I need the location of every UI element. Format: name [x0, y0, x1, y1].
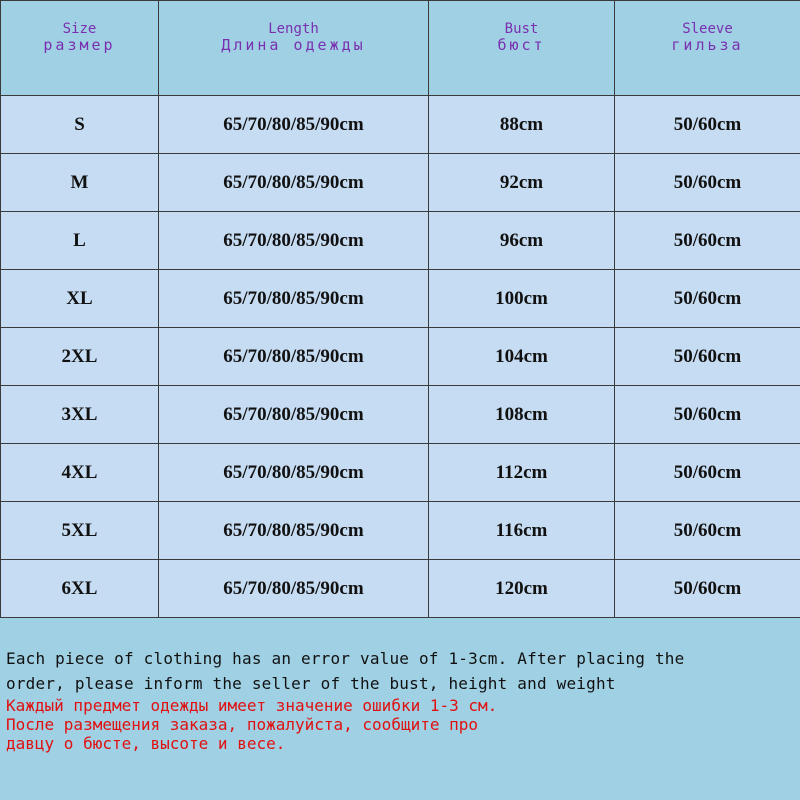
header-length-ru: Длина одежды: [221, 36, 366, 54]
bust-cell: 88cm: [429, 96, 615, 154]
table-row: [1, 386, 800, 444]
header-size-ru: размер: [43, 36, 116, 54]
header-row: [1, 1, 800, 96]
length-cell: 65/70/80/85/90cm: [159, 212, 429, 270]
size-cell: 2XL: [1, 328, 159, 386]
bust-cell: 92cm: [429, 154, 615, 212]
size-cell: 6XL: [1, 560, 159, 618]
length-cell: 65/70/80/85/90cm: [159, 154, 429, 212]
note-en-line-1: Each piece of clothing has an error value of 1-3cm. After placing the: [6, 649, 685, 668]
size-cell: S: [1, 96, 159, 154]
header-sleeve: [615, 1, 800, 96]
note-ru-line-2: После размещения заказа, пожалуйста, сообщите про: [6, 715, 479, 734]
header-size: [1, 1, 159, 96]
bust-cell: 96cm: [429, 212, 615, 270]
length-cell: 65/70/80/85/90cm: [159, 386, 429, 444]
sleeve-cell: 50/60cm: [615, 270, 800, 328]
sleeve-cell: 50/60cm: [615, 386, 800, 444]
header-length: [159, 1, 429, 96]
bust-cell: 116cm: [429, 502, 615, 560]
note-en-line-2: order, please inform the seller of the bust, height and weight: [6, 674, 616, 693]
note-ru-line-1: Каждый предмет одежды имеет значение ошибки 1-3 см.: [6, 696, 498, 715]
sleeve-cell: 50/60cm: [615, 96, 800, 154]
bust-cell: 100cm: [429, 270, 615, 328]
length-cell: 65/70/80/85/90cm: [159, 502, 429, 560]
length-cell: 65/70/80/85/90cm: [159, 328, 429, 386]
bust-cell: 108cm: [429, 386, 615, 444]
bust-cell: 112cm: [429, 444, 615, 502]
length-cell: 65/70/80/85/90cm: [159, 444, 429, 502]
size-cell: 4XL: [1, 444, 159, 502]
table-row: [1, 444, 800, 502]
header-bust-ru: бюст: [497, 36, 546, 54]
sleeve-cell: 50/60cm: [615, 154, 800, 212]
size-cell: L: [1, 212, 159, 270]
sleeve-cell: 50/60cm: [615, 212, 800, 270]
bust-cell: 104cm: [429, 328, 615, 386]
table-row: [1, 96, 800, 154]
header-sleeve-ru: гильза: [671, 36, 744, 54]
table-row: [1, 270, 800, 328]
size-cell: XL: [1, 270, 159, 328]
bust-cell: 120cm: [429, 560, 615, 618]
table-row: [1, 212, 800, 270]
length-cell: 65/70/80/85/90cm: [159, 560, 429, 618]
size-cell: 5XL: [1, 502, 159, 560]
sleeve-cell: 50/60cm: [615, 502, 800, 560]
header-sleeve-en: Sleeve: [682, 21, 733, 37]
sleeve-cell: 50/60cm: [615, 560, 800, 618]
header-size-en: Size: [62, 21, 97, 37]
sleeve-cell: 50/60cm: [615, 328, 800, 386]
sleeve-cell: 50/60cm: [615, 444, 800, 502]
length-cell: 65/70/80/85/90cm: [159, 270, 429, 328]
table-row: [1, 328, 800, 386]
note-ru-line-3: давцу о бюсте, высоте и весе.: [6, 734, 286, 753]
length-cell: 65/70/80/85/90cm: [159, 96, 429, 154]
header-bust: [429, 1, 615, 96]
size-cell: M: [1, 154, 159, 212]
table-row: [1, 560, 800, 618]
table-row: [1, 154, 800, 212]
table-row: [1, 502, 800, 560]
header-length-en: Length: [268, 21, 319, 37]
measurement-note: [6, 646, 796, 753]
size-cell: 3XL: [1, 386, 159, 444]
header-bust-en: Bust: [504, 21, 539, 37]
